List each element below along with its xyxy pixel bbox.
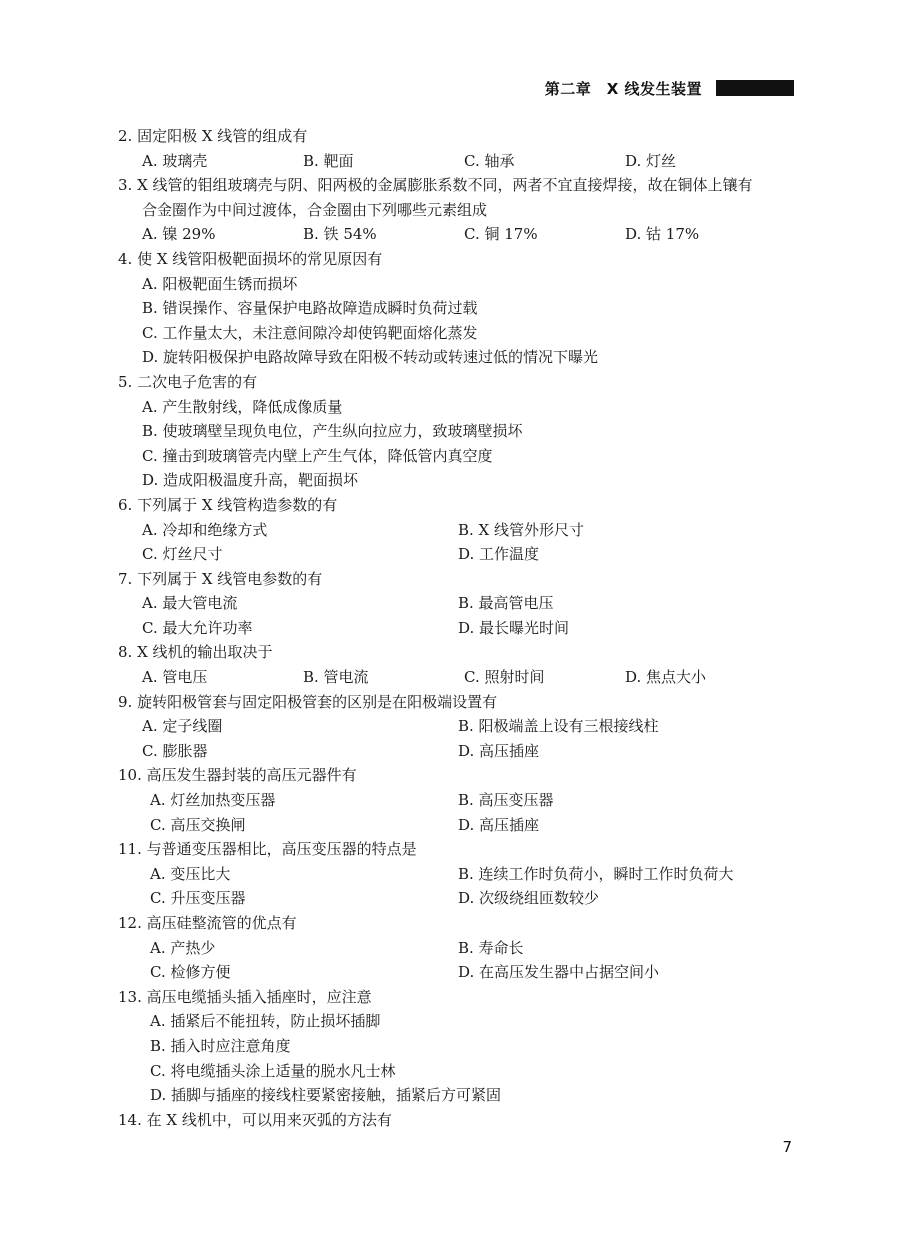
option-c: C. 照射时间 xyxy=(464,668,545,687)
question-stem: 2. 固定阳极 X 线管的组成有 xyxy=(118,127,308,145)
option-b: B. 铁 54% xyxy=(303,225,377,244)
option-d: D. 旋转阳极保护电路故障导致在阳极不转动或转速过低的情况下曝光 xyxy=(142,348,599,367)
option-a: A. 镍 29% xyxy=(142,225,216,244)
option-b: B. 错误操作、容量保护电路故障造成瞬时负荷过载 xyxy=(142,299,478,318)
option-a: A. 管电压 xyxy=(142,668,208,687)
option-a: A. 变压比大 xyxy=(150,864,231,883)
question-stem: 7. 下列属于 X 线管电参数的有 xyxy=(118,569,323,588)
option-a: A. 定子线圈 xyxy=(142,717,223,736)
option-d: D. 次级绕组匝数较少 xyxy=(458,889,600,908)
option-d: D. 焦点大小 xyxy=(625,668,707,687)
option-c: C. 灯丝尺寸 xyxy=(142,545,223,564)
option-row xyxy=(118,960,798,985)
option-row xyxy=(118,788,798,813)
option-d: D. 高压插座 xyxy=(458,741,540,760)
question-stem: 14. 在 X 线机中，可以用来灭弧的方法有 xyxy=(118,1110,392,1129)
question-stem: 8. X 线机的输出取决于 xyxy=(118,643,273,662)
option-row xyxy=(118,518,798,543)
option-c: C. 铜 17% xyxy=(464,225,538,244)
option-row xyxy=(118,739,798,764)
option-c: C. 最大允许功率 xyxy=(142,618,253,637)
option-c: C. 将电缆插头涂上适量的脱水凡士林 xyxy=(150,1061,396,1080)
option-row xyxy=(118,665,798,690)
option-b: B. 使玻璃壁呈现负电位，产生纵向拉应力，致玻璃壁损坏 xyxy=(142,422,523,441)
option-a: A. 灯丝加热变压器 xyxy=(150,791,276,810)
option-row xyxy=(118,616,798,641)
option-b: B. X 线管外形尺寸 xyxy=(458,520,585,539)
option-d: D. 灯丝 xyxy=(625,151,677,170)
option-d: D. 在高压发生器中占据空间小 xyxy=(458,963,660,982)
option-row xyxy=(118,222,798,247)
option-b: B. 高压变压器 xyxy=(458,791,554,810)
option-row xyxy=(118,149,798,174)
option-c: C. 高压交换闸 xyxy=(150,815,246,834)
question-stem: 3. X 线管的钼组玻璃壳与阴、阳两极的金属膨胀系数不同，两者不宜直接焊接，故在铜体上镶有 xyxy=(118,176,753,195)
option-c: C. 工作量太大，未注意间隙冷却使钨靶面熔化蒸发 xyxy=(142,323,478,342)
question-stem: 4. 使 X 线管阳极靶面损坏的常见原因有 xyxy=(118,249,383,268)
option-a: A. 最大管电流 xyxy=(142,594,238,613)
option-row xyxy=(118,813,798,838)
option-a: A. 插紧后不能扭转，防止损坏插脚 xyxy=(150,1012,381,1031)
option-d: D. 最长曝光时间 xyxy=(458,618,570,637)
option-c: C. 检修方便 xyxy=(150,963,231,982)
question-stem: 5. 二次电子危害的有 xyxy=(118,372,258,391)
option-b: B. 管电流 xyxy=(303,668,369,687)
chapter-header xyxy=(545,78,794,98)
question-stem: 10. 高压发生器封装的高压元器件有 xyxy=(118,766,357,785)
option-row xyxy=(118,886,798,911)
option-a: A. 冷却和绝缘方式 xyxy=(142,520,268,539)
option-b: B. 靶面 xyxy=(303,151,354,170)
question-stem: 13. 高压电缆插头插入插座时，应注意 xyxy=(118,987,372,1006)
option-a: A. 玻璃壳 xyxy=(142,151,208,170)
option-row xyxy=(118,591,798,616)
option-d: D. 高压插座 xyxy=(458,815,540,834)
chapter-title: 第二章 X 线发生装置 xyxy=(544,79,702,98)
question-stem: 11. 与普通变压器相比，高压变压器的特点是 xyxy=(118,840,417,859)
option-b: B. 阳极端盖上设有三根接线柱 xyxy=(458,717,659,736)
option-d: D. 钴 17% xyxy=(625,225,700,244)
option-a: A. 阳极靶面生锈而损坏 xyxy=(142,274,298,293)
option-a: A. 产生散射线，降低成像质量 xyxy=(142,397,343,416)
question-stem: 9. 旋转阳极管套与固定阳极管套的区别是在阳极端设置有 xyxy=(118,692,498,711)
option-c: C. 升压变压器 xyxy=(150,889,246,908)
option-d: D. 工作温度 xyxy=(458,545,540,564)
option-b: B. 插入时应注意角度 xyxy=(150,1036,291,1055)
question-stem-continued: 合金圈作为中间过渡体，合金圈由下列哪些元素组成 xyxy=(142,200,488,219)
option-row xyxy=(118,936,798,961)
question-stem: 6. 下列属于 X 线管构造参数的有 xyxy=(118,495,338,514)
option-d: D. 造成阳极温度升高，靶面损坏 xyxy=(142,471,359,490)
question-stem: 12. 高压硅整流管的优点有 xyxy=(118,914,297,932)
option-b: B. 连续工作时负荷小，瞬时工作时负荷大 xyxy=(458,864,734,883)
option-row xyxy=(118,862,798,887)
option-a: A. 产热少 xyxy=(150,938,216,957)
option-d: D. 插脚与插座的接线柱要紧密接触，插紧后方可紧固 xyxy=(150,1086,502,1105)
option-c: C. 撞击到玻璃管壳内壁上产生气体，降低管内真空度 xyxy=(142,446,493,465)
option-b: B. 寿命长 xyxy=(458,938,524,957)
option-row xyxy=(118,542,798,567)
option-b: B. 最高管电压 xyxy=(458,594,554,613)
question-list xyxy=(118,124,798,1132)
page-number: 7 xyxy=(782,1138,792,1156)
header-black-bar xyxy=(716,80,794,96)
option-row xyxy=(118,714,798,739)
option-c: C. 轴承 xyxy=(464,151,515,170)
option-c: C. 膨胀器 xyxy=(142,741,208,760)
